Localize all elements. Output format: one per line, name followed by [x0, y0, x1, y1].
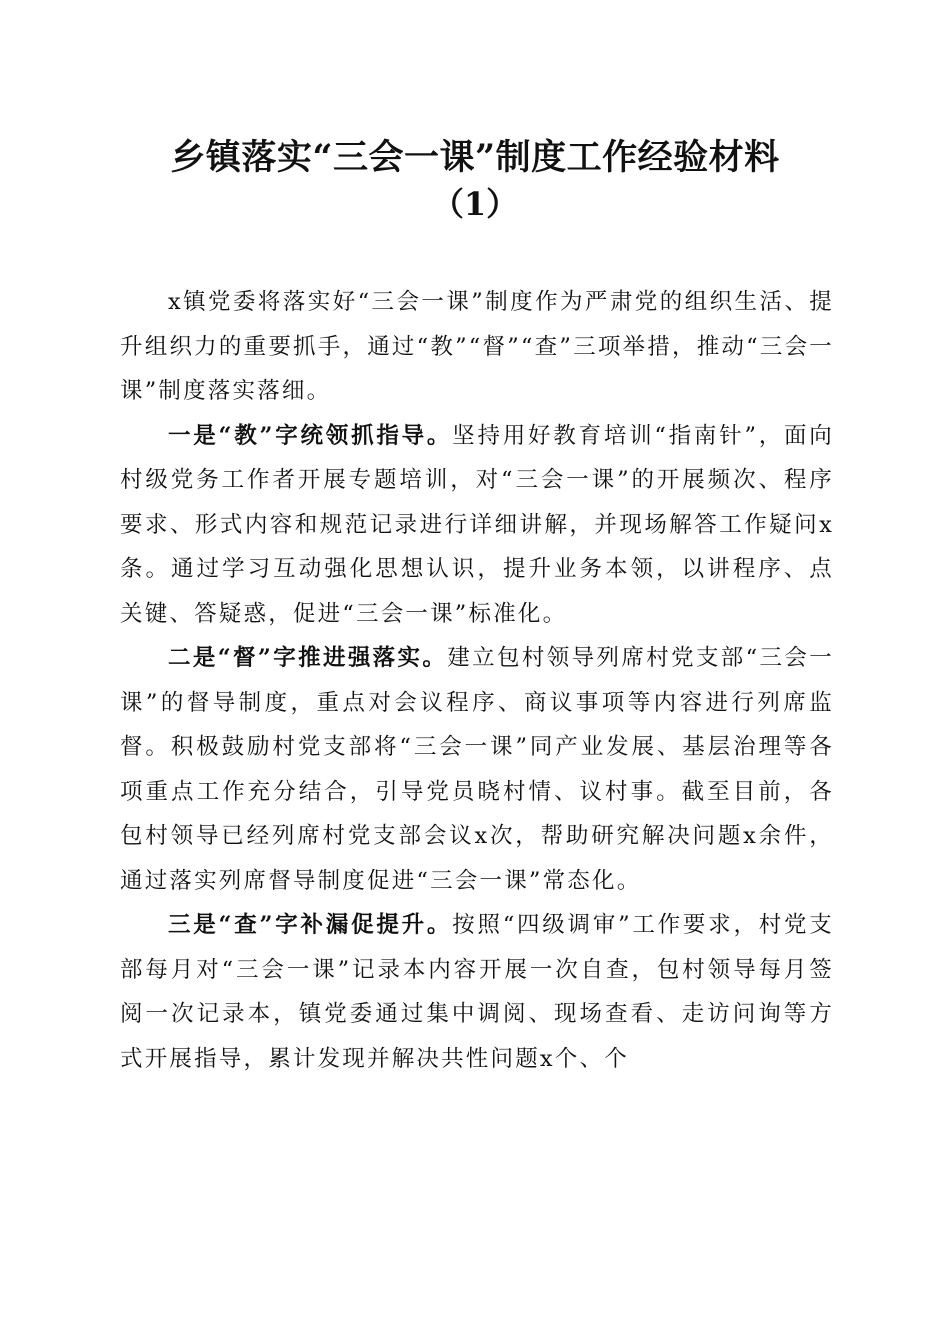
paragraph-text: 按照“四级调审”工作要求，村党支部每月对“三会一课”记录本内容开展一次自查，包村领导每月签阅一次记录本，镇党委通过集中调阅、现场查看、走访问询等方式开展指导，累计发现并解决共性问题x个、个 [120, 912, 834, 1072]
paragraph-teach [120, 414, 834, 637]
document-title [100, 135, 850, 227]
title-line-1: 乡镇落实“三会一课”制度工作经验材料 [170, 137, 780, 178]
title-line-2: （1） [431, 185, 519, 223]
paragraph-heading: 二是“督”字推进强落实。 [168, 645, 448, 671]
paragraph-text: 建立包村领导列席村党支部“三会一课”的督导制度，重点对会议程序、商议事项等内容进行列席监督。积极鼓励村党支部将“三会一课”同产业发展、基层治理等各项重点工作充分结合，引导党员晓村情、议村事。截至目前，各包村领导已经列席村党支部会议x次，帮助研究解决问题x余件，通过落实列席督导制度促进“三会一课”常态化。 [120, 645, 834, 894]
paragraph-supervise [120, 636, 834, 903]
paragraph-heading: 一是“教”字统领抓指导。 [168, 422, 453, 449]
document-body [120, 280, 834, 1081]
paragraph-text: 坚持用好教育培训“指南针”，面向村级党务工作者开展专题培训，对“三会一课”的开展频次、程序要求、形式内容和规范记录进行详细讲解，并现场解答工作疑问x条。通过学习互动强化思想认识，提升业务本领，以讲程序、点关键、答疑惑，促进“三会一课”标准化。 [120, 422, 834, 627]
paragraph-heading: 三是“查”字补漏促提升。 [168, 912, 453, 938]
paragraph-intro [120, 280, 834, 414]
paragraph-inspect [120, 903, 834, 1081]
paragraph-text: x镇党委将落实好“三会一课”制度作为严肃党的组织生活、提升组织力的重要抓手，通过“教”“督”“查”三项举措，推动“三会一课”制度落实落细。 [120, 289, 834, 404]
